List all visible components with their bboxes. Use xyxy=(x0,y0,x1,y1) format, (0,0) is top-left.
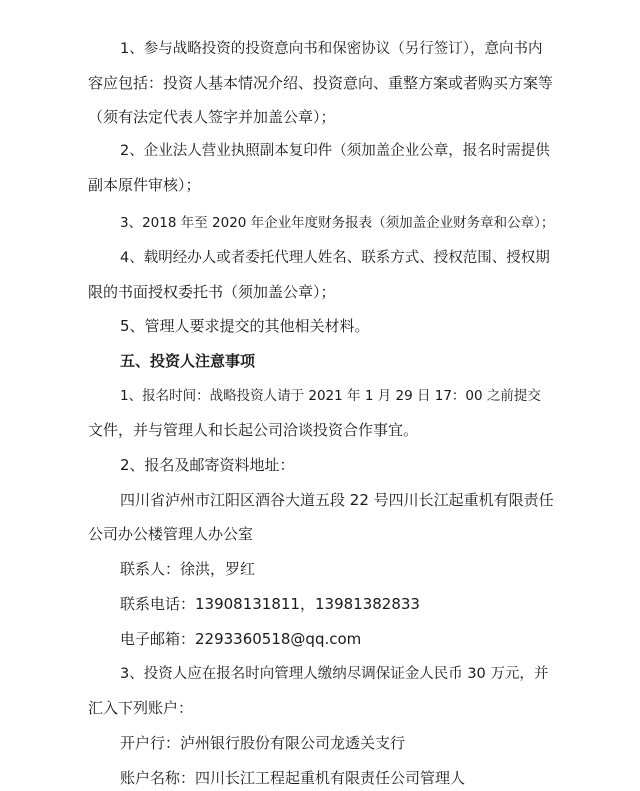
paragraph-line: 1、参与战略投资的投资意向书和保密协议（另行签订），意向书内 xyxy=(120,41,543,57)
paragraph-line: 3、2018 年至 2020 年企业年度财务报表（须加盖企业财务章和公章）； xyxy=(120,215,555,231)
paragraph-line: 文件，并与管理人和长起公司洽谈投资合作事宜。 xyxy=(88,421,419,439)
paragraph-line: 4、载明经办人或者委托代理人姓名、联系方式、授权范围、授权期 xyxy=(120,250,550,266)
paragraph-line: 副本原件审核）； xyxy=(88,176,201,194)
paragraph-line: 电子邮箱：2293360518@qq.com xyxy=(120,630,362,648)
paragraph-line: 联系电话：13908131811，13981382833 xyxy=(120,595,420,613)
paragraph-line: 公司办公楼管理人办公室 xyxy=(88,525,254,543)
paragraph-line: 联系人：徐洪，罗红 xyxy=(120,560,256,578)
paragraph-line: 2、企业法人营业执照副本复印件（须加盖企业公章，报名时需提供 xyxy=(120,143,550,159)
paragraph-line: 汇入下列账户： xyxy=(88,699,194,717)
paragraph-line: 3、投资人应在报名时向管理人缴纳尽调保证金人民币 30 万元，并 xyxy=(120,666,549,682)
paragraph-line: 1、报名时间：战略投资人请于 2021 年 1 月 29 日 17：00 之前提交 xyxy=(120,388,541,404)
paragraph-line: （须有法定代表人签字并加盖公章）； xyxy=(88,108,336,126)
section-heading: 五、投资人注意事项 xyxy=(120,352,256,370)
paragraph-line: 容应包括：投资人基本情况介绍、投资意向、重整方案或者购买方案等 xyxy=(88,74,554,92)
paragraph-line: 限的书面授权委托书（须加盖公章）； xyxy=(88,283,336,301)
paragraph-line: 5、管理人要求提交的其他相关材料。 xyxy=(120,317,370,335)
paragraph-line: 2、报名及邮寄资料地址： xyxy=(120,456,295,474)
paragraph-line: 四川省泸州市江阳区酒谷大道五段 22 号四川长江起重机有限责任 xyxy=(120,491,554,509)
paragraph-line: 账户名称：四川长江工程起重机有限责任公司管理人 xyxy=(120,769,466,787)
paragraph-line: 开户行：泸州银行股份有限公司龙透关支行 xyxy=(120,734,406,752)
